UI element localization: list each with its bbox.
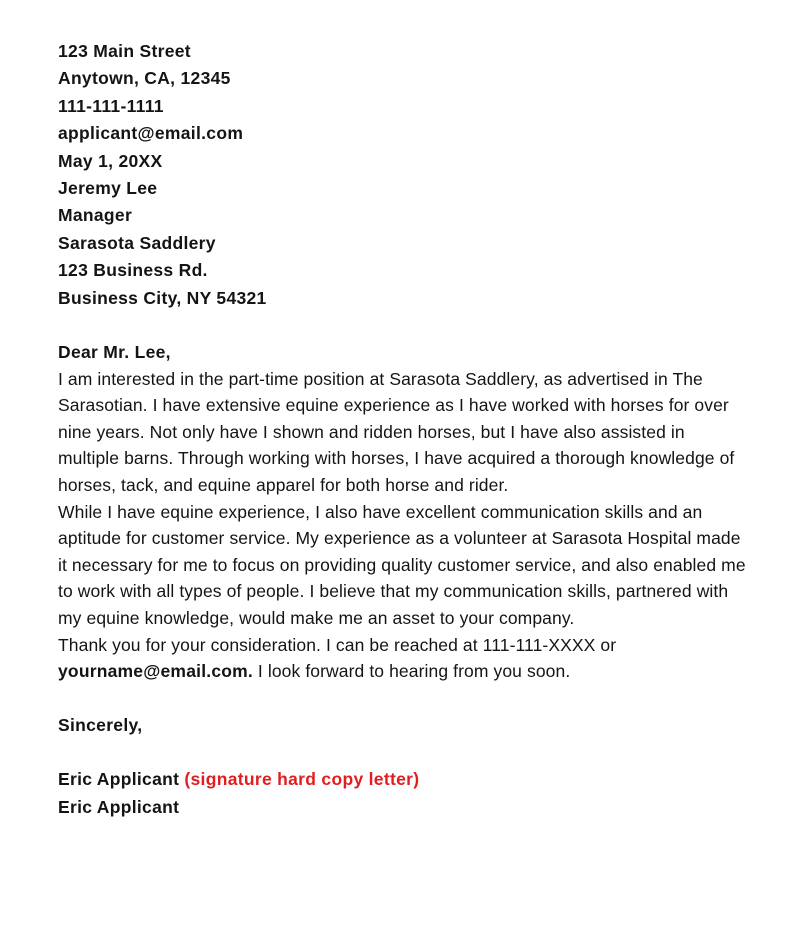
blank-line — [58, 739, 748, 766]
sender-phone: 111-111-1111 — [58, 95, 164, 116]
letter-date: May 1, 20XX — [58, 150, 163, 171]
letter-header — [58, 38, 748, 312]
recipient-title: Manager — [58, 205, 133, 226]
recipient-company: Sarasota Saddlery — [58, 232, 216, 253]
sender-street: 123 Main Street — [58, 41, 191, 61]
salutation: Dear Mr. Lee, — [58, 342, 171, 363]
signature-line — [58, 766, 748, 793]
body-paragraph-3 — [58, 632, 750, 685]
signature-annotation: (signature hard copy letter) — [184, 769, 420, 790]
letter-body — [58, 339, 750, 685]
blank-line — [58, 312, 748, 339]
body-paragraph-1: I am interested in the part-time position at Sarasota Saddlery, as advertised in The Sarasotian. I have extensive equine experience as I have worked with horses for over nine years. Not only have I shown and ridden horses, but I have also assisted in multiple barns. Through working with horses, I have acquired a thorough knowledge of horses, tack, and equine apparel for both horse and rider. — [58, 368, 735, 496]
recipient-street: 123 Business Rd. — [58, 260, 208, 281]
typed-name: Eric Applicant — [58, 796, 180, 817]
sender-email: applicant@email.com — [58, 123, 244, 144]
paragraph-3-text-start: Thank you for your consideration. I can be reached at 111-111-XXXX or — [58, 634, 617, 655]
body-paragraph-2: While I have equine experience, I also have excellent communication skills and an aptitude for customer service. My experience as a volunteer at Sarasota Hospital made it necessary for me to focus on providing quality customer service, and also enabled me to work with all types of people. I believe that my communication skills, partnered with my equine knowledge, would make me an asset to your company. — [58, 501, 746, 628]
paragraph-3-text-end: I look forward to hearing from you soon. — [252, 661, 571, 682]
signature-name: Eric Applicant — [58, 769, 185, 790]
recipient-city: Business City, NY 54321 — [58, 287, 267, 308]
sender-city: Anytown, CA, 12345 — [58, 68, 231, 89]
blank-line — [58, 685, 748, 712]
recipient-name: Jeremy Lee — [58, 178, 158, 199]
contact-email-bold: yourname@email.com. — [58, 661, 253, 682]
closing: Sincerely, — [58, 714, 143, 735]
